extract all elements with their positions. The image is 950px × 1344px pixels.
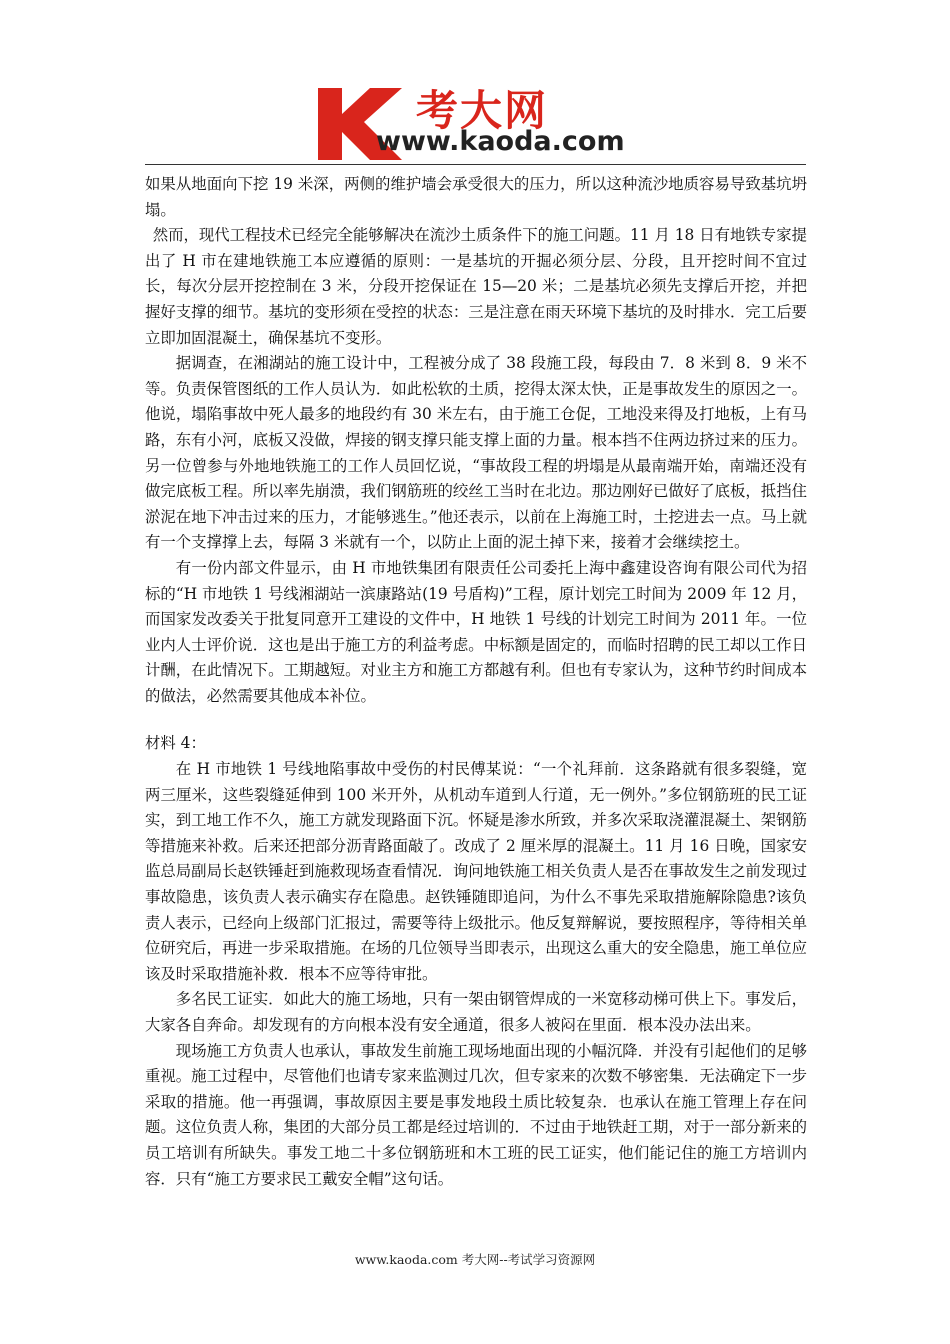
header-divider — [145, 164, 806, 165]
paragraph: 据调查，在湘湖站的施工设计中，工程被分成了 38 段施工段，每段由 7．8 米到 8．9 米不等。负责保管图纸的工作人员认为．如此松软的土质，挖得太深太快，正是事故发生的原因之一。他说，塌陷事故中死人最多的地段约有 30 米左右，由于施工仓促，工地没来得及打地板，上有马路，东有小河，底板又没做，焊接的钢支撑只能支撑上面的力量。根本挡不住两边挤过来的压力。另一位曾参与外地地铁施工的工作人员回忆说，“事故段工程的坍塌是从最南端开始，南端还没有做完底板工程。所以率先崩溃，我们钢筋班的绞丝工当时在北边。那边刚好已做好了底板，抵挡住淤泥在地下冲击过来的压力，才能够逃生。”他还表示，以前在上海施工时，土挖进去一点。马上就有一个支撑撑上去，每隔 3 米就有一个，以防止上面的泥土掉下来，接着才会继续挖土。 — [145, 354, 807, 552]
logo-chinese-name: 考大网 — [416, 86, 549, 135]
page-footer: www.kaoda.com 考大网--考试学习资源网 — [354, 1252, 596, 1267]
paragraph: 多名民工证实．如此大的施工场地，只有一架由钢管焊成的一米宽移动梯可供上下。事发后，大家各自奔命。却发现有的方向根本没有安全通道，很多人被闷在里面．根本没办法出来。 — [145, 990, 807, 1034]
section-label: 材料 4： — [145, 734, 206, 753]
paragraph: 现场施工方负责人也承认，事故发生前施工现场地面出现的小幅沉降．并没有引起他们的足够重视。施工过程中，尽管他们也请专家来监测过几次，但专家来的次数不够密集．无法确定下一步采取的措施。他一再强调，事故原因主要是事发地段土质比较复杂．也承认在施工管理上存在问题。这位负责人称，集团的大部分员工都是经过培训的．不过由于地铁赶工期，对于一部分新来的员工培训有所缺失。事发工地二十多位钢筋班和木工班的民工证实，他们能记住的施工方培训内容．只有“施工方要求民工戴安全帽”这句话。 — [145, 1041, 807, 1188]
paragraph: 然而，现代工程技术已经完全能够解决在流沙土质条件下的施工问题。11 月 18 日有地铁专家提出了 H 市在建地铁施工本应遵循的原则：一是基坑的开掘必须分层、分段，且开挖时间不宜过长，每次分层开挖控制在 3 米，分段开挖保证在 15—20 米；二是基坑必须先支撑后开挖，并把握好支撑的细节。基坑的变形须在受控的状态：三是注意在雨天环境下基坑的及时排水．完工后要立即加固混凝土，确保基坑不变形。 — [145, 226, 807, 347]
logo-url: www.kaoda.com — [376, 126, 625, 157]
paragraph: 在 H 市地铁 1 号线地陷事故中受伤的村民傅某说：“一个礼拜前．这条路就有很多裂缝，宽两三厘米，这些裂缝延伸到 100 米开外，从机动车道到人行道，无一例外。”多位钢筋班的民工证实，到工地工作不久，施工方就发现路面下沉。怀疑是渗水所致，并多次采取浇灌混凝土、架钢筋等措施来补救。后来还把部分沥青路面敲了。改成了 2 厘米厚的混凝土。11 月 16 日晚，国家安监总局副局长赵铁锤赶到施救现场查看情况．询问地铁施工相关负责人是否在事故发生之前发现过事故隐患，该负责人表示确实存在隐患。赵铁锤随即追问，为什么不事先采取措施解除隐患?该负责人表示，已经向上级部门汇报过，需要等待上级批示。他反复辩解说，要按照程序，等待相关单位研究后，再进一步采取措施。在场的几位领导当即表示，出现这么重大的安全隐患，施工单位应该及时采取措施补救．根本不应等待审批。 — [145, 760, 807, 983]
paragraph: 如果从地面向下挖 19 米深，两侧的维护墙会承受很大的压力，所以这种流沙地质容易导致基坑坍塌。 — [145, 175, 807, 219]
site-logo[interactable] — [312, 84, 642, 164]
document-body — [145, 172, 807, 1192]
paragraph: 有一份内部文件显示，由 H 市地铁集团有限责任公司委托上海中鑫建设咨询有限公司代为招标的“H 市地铁 1 号线湘湖站一滨康路站(19 号盾构)”工程，原计划完工时间为 2009 年 12 月，而国家发改委关于批复同意开工建设的文件中，H 地铁 1 号线的计划完工时间为 2011 年。一位业内人士评价说．这也是出于施工方的利益考虑。中标额是固定的，而临时招聘的民工却以工作日计酬，在此情况下。工期越短。对业主方和施工方都越有利。但也有专家认为，这种节约时间成本的做法，必然需要其他成本补位。 — [145, 558, 807, 705]
